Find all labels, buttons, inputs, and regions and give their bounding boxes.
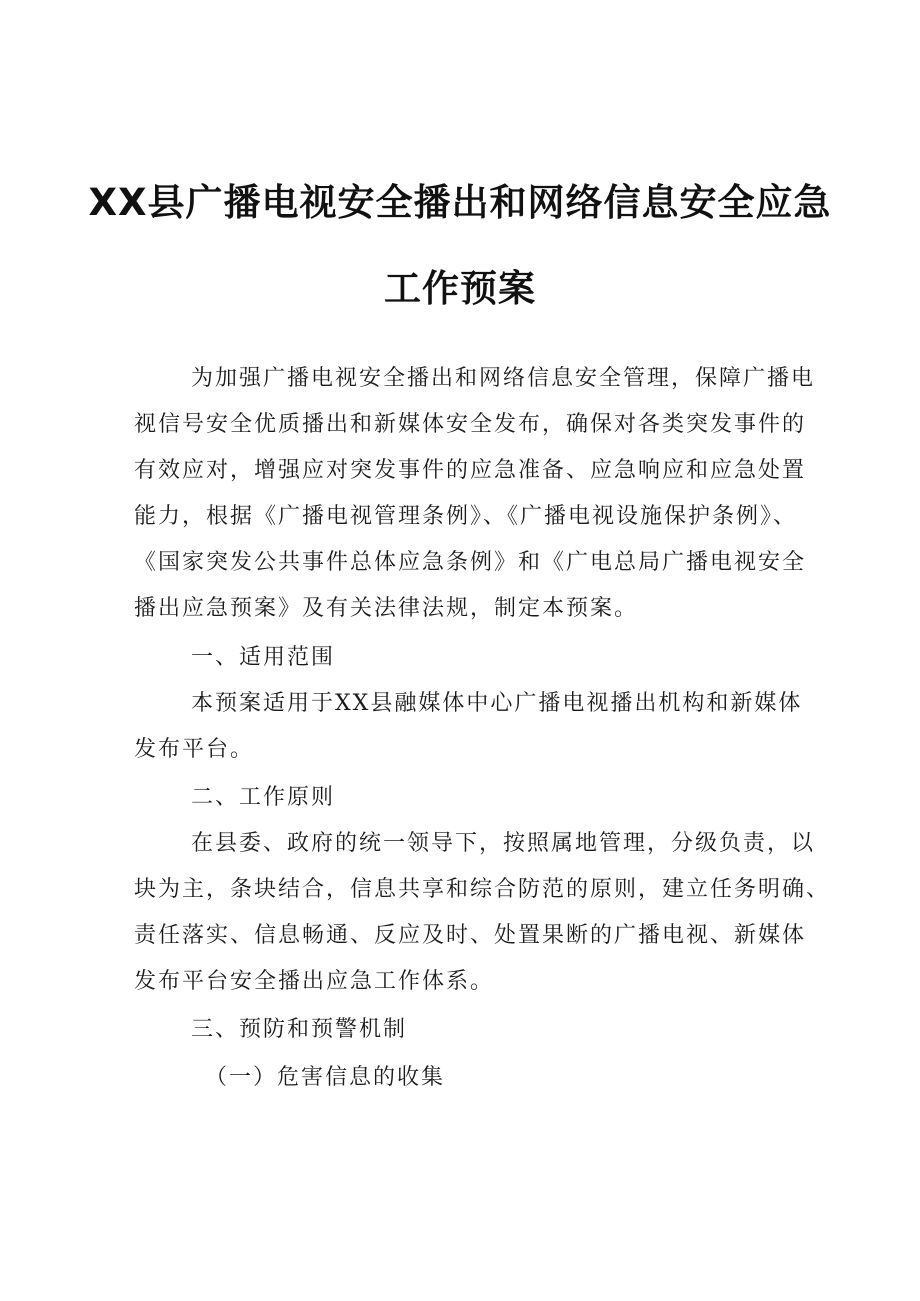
- intro-paragraph-line: 视信号安全优质播出和新媒体安全发布，确保对各类突发事件的: [134, 412, 807, 437]
- document-title-line-2: 工作预案: [384, 267, 536, 310]
- section-1-heading: 一、适用范围: [191, 645, 336, 670]
- section-1-body-line: 发布平台。: [134, 737, 255, 762]
- section-1-body-line: 本预案适用于XX县融媒体中心广播电视播出机构和新媒体: [191, 691, 803, 716]
- intro-paragraph-line: 播出应急预案》及有关法律法规，制定本预案。: [134, 596, 639, 621]
- intro-paragraph-line: 能力，根据《广播电视管理条例》、《广播电视设施保护条例》、: [134, 504, 798, 529]
- intro-paragraph-line: 《国家突发公共事件总体应急条例》和《广电总局广播电视安全: [134, 550, 807, 575]
- section-2-body-line: 责任落实、信息畅通、反应及时、处置果断的广播电视、新媒体: [134, 923, 807, 948]
- intro-paragraph-line: 有效应对，增强应对突发事件的应急准备、应急响应和应急处置: [134, 458, 807, 483]
- section-2-body-line: 在县委、政府的统一领导下，按照属地管理，分级负责，以: [191, 831, 816, 856]
- intro-paragraph-line: 为加强广播电视安全播出和网络信息安全管理，保障广播电: [191, 366, 816, 391]
- section-2-heading: 二、工作原则: [191, 785, 336, 810]
- document-title-line-1: XX县广播电视安全播出和网络信息安全应急: [88, 181, 832, 224]
- section-2-body-line: 块为主，条块结合，信息共享和综合防范的原则，建立任务明确、: [134, 877, 831, 902]
- section-2-body-line: 发布平台安全播出应急工作体系。: [134, 969, 495, 994]
- section-3-subheading: （一）危害信息的收集: [205, 1065, 446, 1090]
- section-3-heading: 三、预防和预警机制: [191, 1017, 408, 1042]
